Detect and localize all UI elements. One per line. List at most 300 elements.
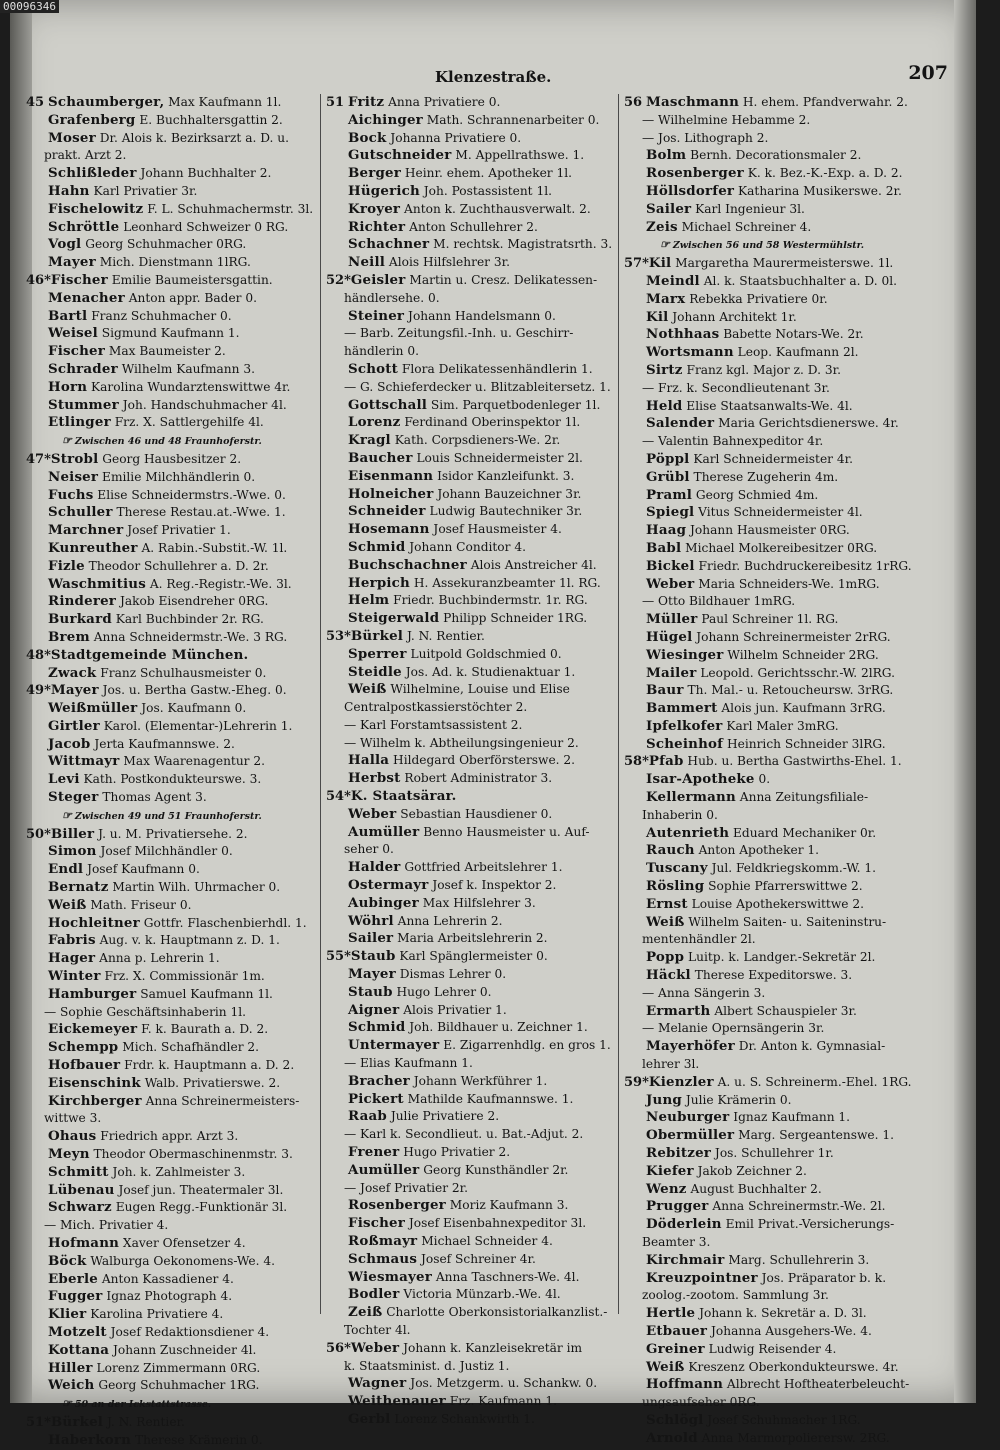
directory-entry — [326, 1340, 622, 1358]
resident-surname: Greiner — [646, 1340, 705, 1357]
directory-entry — [326, 1269, 622, 1287]
directory-entry — [624, 326, 920, 344]
resident-details: Michael Molkereibesitzer 0RG. — [681, 540, 878, 555]
directory-entry — [624, 1038, 920, 1056]
resident-surname: Wiesmayer — [348, 1268, 432, 1285]
resident-surname: Herpich — [348, 574, 410, 591]
directory-entry — [26, 183, 318, 201]
resident-details: Therese Restau.at.-Wwe. 1. — [112, 505, 286, 520]
resident-details: Franz Schulhausmeister 0. — [96, 665, 267, 680]
directory-entry — [326, 1019, 622, 1037]
resident-surname: Zeiß — [348, 1304, 383, 1321]
directory-entry — [326, 770, 622, 788]
resident-surname: Maschmann — [646, 94, 740, 110]
resident-surname: Kienzler — [648, 1073, 714, 1090]
directory-entry — [26, 897, 318, 915]
resident-surname: Hahn — [48, 182, 90, 199]
directory-entry — [326, 646, 622, 664]
directory-entry — [624, 629, 920, 647]
directory-entry — [326, 1233, 622, 1251]
directory-entry — [26, 343, 318, 361]
directory-entry — [326, 165, 622, 183]
resident-details: Max Hilfslehrer 3. — [418, 895, 536, 910]
directory-entry — [624, 362, 920, 380]
directory-entry — [26, 1306, 318, 1324]
resident-details: Johann Zuschneider 4l. — [109, 1342, 257, 1357]
resident-details: Johann k. Sekretär a. D. 3l. — [695, 1306, 867, 1321]
page-edge — [954, 0, 976, 1403]
entry-continuation: — Sophie Geschäftsinhaberin 1l. — [44, 1004, 247, 1019]
resident-surname: Hosemann — [348, 521, 430, 538]
resident-details: Ignaz Photograph 4. — [102, 1289, 233, 1304]
resident-surname: Popp — [646, 949, 685, 966]
resident-surname: Prugger — [646, 1198, 709, 1215]
entry-continuation: prakt. Arzt 2. — [44, 148, 127, 163]
resident-details: Therese Zugeherin 4m. — [689, 469, 839, 484]
directory-entry — [326, 592, 622, 610]
resident-surname: Neill — [348, 254, 386, 271]
directory-entry — [26, 254, 318, 272]
house-number: 58* — [624, 754, 649, 770]
directory-entry — [326, 824, 622, 842]
resident-details: Alois Hilfslehrer 3r. — [385, 255, 510, 270]
resident-details: Maria Arbeitslehrerin 2. — [393, 931, 548, 946]
resident-details: Michael Schreiner 4. — [677, 219, 812, 234]
resident-details: Franz Schuhmacher 0. — [87, 308, 232, 323]
resident-surname: Etbauer — [646, 1322, 708, 1339]
directory-entry — [326, 628, 622, 646]
directory-entry — [26, 1164, 318, 1182]
resident-surname: Schmid — [348, 538, 406, 555]
directory-entry — [26, 1057, 318, 1075]
resident-details: A. Reg.-Registr.-We. 3l. — [145, 576, 292, 591]
resident-details: Charlotte Oberkonsistorialkanzlist.- — [382, 1305, 608, 1320]
directory-entry — [624, 647, 920, 665]
directory-entry — [26, 593, 318, 611]
resident-surname: Steiner — [348, 307, 405, 324]
resident-details: Karl Ingenieur 3l. — [691, 201, 805, 216]
column-divider — [618, 94, 619, 1314]
resident-details: Anna p. Lehrerin 1. — [95, 951, 220, 966]
resident-details: Mich. Schafhändler 2. — [118, 1040, 260, 1055]
directory-entry — [26, 1075, 318, 1093]
directory-entry — [624, 1216, 920, 1234]
resident-details: J. N. Rentier. — [403, 628, 485, 643]
entry-continuation: k. Staatsminist. d. Justiz 1. — [344, 1358, 510, 1373]
resident-surname: Hertle — [646, 1305, 696, 1322]
directory-entry — [624, 1376, 920, 1394]
resident-details: Victoria Münzarb.-We. 4l. — [399, 1287, 561, 1302]
directory-entry — [624, 522, 920, 540]
resident-details: Anna Privatiere 0. — [384, 95, 501, 109]
resident-surname: Mayerhöfer — [646, 1038, 735, 1055]
resident-details: Sebastian Hausdiener 0. — [396, 806, 553, 821]
directory-entry — [624, 1252, 920, 1270]
directory-entry — [624, 1181, 920, 1199]
directory-entry — [326, 539, 622, 557]
resident-details: Math. Schrannenarbeiter 0. — [422, 112, 600, 127]
resident-surname: Kellermann — [646, 789, 736, 806]
directory-entry — [326, 201, 622, 219]
resident-details: Johanna Ausgehers-We. 4. — [707, 1323, 872, 1338]
resident-surname: Grübl — [646, 468, 690, 485]
resident-surname: Bracher — [348, 1072, 410, 1089]
directory-entry — [326, 752, 622, 770]
directory-entry — [26, 789, 318, 807]
directory-entry — [624, 682, 920, 700]
resident-details: Lorenz Schankwirth 1. — [390, 1411, 535, 1426]
directory-entry — [26, 325, 318, 343]
resident-details: Emilie Baumeistersgattin. — [107, 272, 273, 287]
directory-entry — [26, 932, 318, 950]
resident-details: Emil Privat.-Versicherungs- — [721, 1217, 895, 1232]
directory-entry — [326, 1251, 622, 1269]
resident-surname: Berger — [348, 165, 402, 182]
directory-entry — [26, 272, 318, 290]
directory-entry — [26, 1093, 318, 1111]
directory-entry — [326, 1108, 622, 1126]
directory-entry — [624, 967, 920, 985]
directory-entry — [624, 1359, 920, 1377]
resident-surname: Rebitzer — [646, 1145, 712, 1162]
pointing-hand-icon: ☞ — [62, 1397, 72, 1411]
resident-details: Margaretha Maurermeisterswe. 1l. — [671, 256, 894, 271]
directory-entry — [624, 469, 920, 487]
directory-entry — [26, 504, 318, 522]
directory-entry — [624, 1430, 920, 1448]
directory-entry — [326, 450, 622, 468]
directory-entry — [26, 540, 318, 558]
resident-surname: Zeis — [646, 218, 678, 235]
directory-entry — [624, 1163, 920, 1181]
resident-details: Anna Marmorpolierersw. 2RG. — [697, 1430, 890, 1445]
resident-surname: Bammert — [646, 700, 718, 717]
resident-surname: Weithenauer — [348, 1393, 446, 1410]
resident-details: Johann Werkführer 1. — [409, 1073, 548, 1088]
resident-details: Anna Schreinermstr.-We. 2l. — [708, 1199, 886, 1214]
directory-entry — [624, 576, 920, 594]
resident-details: Therese Krämerin 0. — [131, 1432, 263, 1447]
resident-details: Karolina Privatiere 4. — [86, 1307, 224, 1322]
resident-surname: Isar-Apotheke — [646, 771, 755, 788]
resident-details: A. Rabin.-Substit.-W. 1l. — [137, 540, 288, 555]
directory-entry — [326, 1002, 622, 1020]
resident-surname: Rinderer — [48, 593, 117, 610]
directory-entry — [624, 1341, 920, 1359]
directory-entry — [26, 1235, 318, 1253]
resident-surname: Ernst — [646, 895, 688, 912]
resident-surname: Simon — [48, 843, 97, 860]
resident-details: Johann Hausmeister 0RG. — [686, 523, 850, 538]
resident-details: Joh. Bildhauer u. Zeichner 1. — [405, 1020, 588, 1035]
directory-entry — [26, 682, 318, 700]
resident-details: Wilhelm Schneider 2RG. — [723, 647, 879, 662]
resident-details: Anna Taschners-We. 4l. — [431, 1269, 580, 1284]
directory-entry — [326, 1411, 622, 1429]
directory-entry — [326, 1144, 622, 1162]
resident-details: Karol. (Elementar-)Lehrerin 1. — [99, 718, 293, 733]
resident-details: Louis Schneidermeister 2l. — [412, 450, 583, 465]
resident-details: E. Buchhaltersgattin 2. — [135, 112, 283, 127]
resident-details: Georg Schuhmacher 1RG. — [94, 1378, 260, 1393]
resident-surname: Schaumberger, — [48, 94, 165, 110]
resident-surname: Roßmayr — [348, 1233, 418, 1249]
resident-surname: Fischer — [348, 1215, 405, 1232]
resident-details: Heinr. ehem. Apotheker 1l. — [401, 166, 573, 181]
directory-entry — [26, 1128, 318, 1146]
resident-details: Gottfried Arbeitslehrer 1. — [400, 860, 563, 875]
resident-surname: Schmid — [348, 1019, 406, 1036]
resident-details: Leonhard Schweizer 0 RG. — [119, 219, 289, 234]
resident-surname: Baur — [646, 682, 684, 699]
directory-entry — [26, 629, 318, 647]
entry-continuation: — Barb. Zeitungsfil.-Inh. u. Geschirr- — [344, 326, 574, 341]
resident-details: Leopold. Gerichtsschr.-W. 2lRG. — [696, 665, 895, 680]
resident-surname: Sperrer — [348, 645, 407, 662]
directory-entry — [624, 183, 920, 201]
resident-details: Ludwig Reisender 4. — [704, 1341, 837, 1356]
resident-details: Thomas Agent 3. — [98, 790, 207, 805]
resident-surname: Schneider — [348, 503, 426, 520]
resident-details: Johann Bauzeichner 3r. — [433, 486, 582, 501]
resident-surname: Ohaus — [48, 1128, 97, 1145]
entry-continuation: ungsaufseher 0RG. — [642, 1395, 760, 1410]
cross-street-text: 50 an der Ickstattstrasse. — [74, 1399, 212, 1411]
resident-surname: Steigerwald — [348, 610, 440, 627]
resident-surname: Kroyer — [348, 200, 401, 217]
directory-entry — [26, 700, 318, 718]
resident-details: Hugo Privatier 2. — [399, 1145, 511, 1160]
directory-entry — [624, 344, 920, 362]
resident-surname: Nothhaas — [646, 326, 720, 343]
house-number: 56* — [326, 1340, 351, 1356]
directory-entry — [26, 1182, 318, 1200]
resident-surname: Strobl — [50, 450, 99, 467]
directory-entry — [326, 183, 622, 201]
resident-surname: Rösling — [646, 878, 705, 895]
directory-page — [10, 0, 976, 1448]
directory-entry — [326, 219, 622, 237]
directory-entry — [26, 665, 318, 683]
entry-continuation: händlersehe. 0. — [344, 290, 440, 305]
resident-details: August Buchhalter 2. — [686, 1181, 822, 1196]
entry-continuation: Tochter 4l. — [344, 1322, 411, 1337]
resident-details: H. Assekuranzbeamter 1l. RG. — [409, 575, 601, 590]
resident-details: Moriz Kaufmann 3. — [445, 1198, 569, 1213]
directory-entry — [624, 736, 920, 754]
resident-surname: Frener — [348, 1144, 400, 1161]
resident-details: Jos. Präparator b. k. — [757, 1270, 887, 1285]
resident-surname: Zwack — [48, 664, 97, 681]
resident-details: Gottfr. Flaschenbierhdl. 1. — [139, 915, 307, 930]
resident-surname: Rosenberger — [348, 1197, 446, 1214]
resident-surname: Wenz — [646, 1180, 687, 1197]
directory-entry — [326, 877, 622, 895]
resident-details: Johann Buchhalter 2. — [136, 166, 272, 181]
resident-details: Joh. k. Zahlmeister 3. — [108, 1164, 246, 1179]
resident-surname: Schachner — [348, 236, 430, 253]
directory-entry — [26, 487, 318, 505]
directory-entry — [26, 1039, 318, 1057]
resident-details: Anton Kassadiener 4. — [97, 1271, 234, 1286]
resident-surname: Bolm — [646, 147, 687, 164]
resident-surname: Weber — [348, 805, 397, 822]
directory-entry — [26, 753, 318, 771]
directory-entry — [326, 895, 622, 913]
directory-entry — [624, 878, 920, 896]
resident-details: Frz. X. Sattlergehilfe 4l. — [110, 415, 264, 430]
house-number: 46* — [26, 272, 51, 288]
entry-continuation: — Frz. k. Secondlieutenant 3r. — [642, 380, 830, 395]
resident-details: H. ehem. Pfandverwahr. 2. — [739, 95, 908, 109]
directory-entry — [624, 700, 920, 718]
resident-surname: Kottana — [48, 1341, 110, 1358]
resident-details: Josef Hausmeister 4. — [429, 522, 562, 537]
resident-surname: Häckl — [646, 967, 691, 984]
directory-entry — [26, 361, 318, 379]
resident-surname: Bürkel — [350, 627, 404, 644]
column-3 — [624, 94, 920, 1448]
resident-surname: Raab — [348, 1108, 387, 1125]
resident-surname: Gottschall — [348, 396, 428, 413]
directory-entry — [326, 681, 622, 699]
resident-details: Johann Conditor 4. — [405, 539, 526, 554]
resident-surname: Lorenz — [348, 414, 401, 431]
resident-details: Leop. Kaufmann 2l. — [733, 345, 859, 360]
directory-entry — [326, 1091, 622, 1109]
resident-surname: Fischer — [48, 343, 105, 360]
directory-entry — [26, 112, 318, 130]
resident-surname: Schempp — [48, 1039, 119, 1056]
resident-surname: Schlißleder — [48, 165, 137, 182]
directory-entry — [326, 859, 622, 877]
resident-details: Frdr. k. Hauptmann a. D. 2. — [120, 1058, 295, 1073]
directory-entry — [26, 1342, 318, 1360]
resident-details: Friedrich appr. Arzt 3. — [96, 1129, 239, 1144]
directory-entry — [326, 1286, 622, 1304]
resident-surname: Etlinger — [48, 414, 111, 431]
directory-entry — [624, 1003, 920, 1021]
resident-details: Karl Privatier 3r. — [89, 183, 198, 198]
resident-details: Sophie Pfarrerswittwe 2. — [704, 879, 863, 894]
resident-surname: Hochleitner — [48, 914, 140, 931]
resident-surname: Staub — [350, 948, 396, 965]
resident-details: Karl Maler 3mRG. — [722, 718, 839, 733]
resident-surname: K. Staatsärar. — [350, 788, 457, 805]
resident-details: Eduard Mechaniker 0r. — [729, 825, 877, 840]
directory-entry — [326, 557, 622, 575]
resident-surname: Aumüller — [348, 823, 420, 840]
resident-details: Vitus Schneidermeister 4l. — [694, 505, 863, 520]
directory-entry — [624, 165, 920, 183]
cross-street-note — [26, 807, 318, 826]
resident-surname: Fischelowitz — [48, 200, 144, 217]
resident-details: Jos. Schullehrer 1r. — [711, 1146, 834, 1161]
directory-entry — [326, 432, 622, 450]
resident-details: Walburga Oekonomens-We. 4. — [86, 1253, 275, 1268]
resident-surname: Aigner — [348, 1001, 400, 1018]
resident-surname: Schmitt — [48, 1163, 109, 1180]
entry-continuation: — Anna Sängerin 3. — [642, 985, 766, 1000]
resident-surname: Bock — [348, 129, 387, 146]
resident-details: Georg Hausbesitzer 2. — [98, 451, 242, 466]
directory-entry — [326, 147, 622, 165]
resident-surname: Bartl — [48, 307, 88, 324]
resident-details: Theodor Schullehrer a. D. 2r. — [84, 558, 269, 573]
house-number: 55* — [326, 949, 351, 965]
entry-continuation: — Mich. Privatier 4. — [44, 1218, 169, 1233]
resident-details: Karolina Wundarztenswittwe 4r. — [87, 379, 291, 394]
resident-surname: Bernatz — [48, 879, 109, 896]
resident-details: Anna Lehrerin 2. — [393, 913, 503, 928]
resident-surname: Girtler — [48, 717, 100, 734]
resident-details: Eugen Regg.-Funktionär 3l. — [111, 1200, 288, 1215]
resident-surname: Tuscany — [646, 860, 708, 877]
resident-surname: Sailer — [646, 200, 692, 217]
directory-entry — [326, 610, 622, 628]
entry-continuation: — Karl k. Secondlieut. u. Bat.-Adjut. 2. — [344, 1127, 584, 1142]
directory-entry — [624, 451, 920, 469]
directory-entry — [326, 984, 622, 1002]
entry-continuation: Beamter 3. — [642, 1235, 711, 1249]
directory-entry — [624, 789, 920, 807]
resident-surname: Weiß — [646, 1358, 685, 1375]
resident-details: Joh. Handschuhmacher 4l. — [118, 397, 287, 412]
directory-entry — [624, 504, 920, 522]
resident-surname: Weißmüller — [48, 700, 138, 717]
directory-entry — [26, 451, 318, 469]
resident-surname: Hofbauer — [48, 1057, 121, 1074]
directory-entry — [326, 1393, 622, 1411]
resident-details: Benno Hausmeister u. Auf- — [419, 824, 590, 839]
entry-continuation: — Otto Bildhauer 1mRG. — [642, 594, 796, 609]
resident-details: Anton Schullehrer 2. — [405, 219, 538, 234]
directory-entry — [326, 468, 622, 486]
resident-surname: Fischer — [50, 271, 108, 288]
resident-details: Wilhelm Kaufmann 3. — [117, 361, 255, 376]
resident-details: Babette Notars-We. 2r. — [719, 327, 864, 342]
directory-entry — [326, 397, 622, 415]
resident-surname: Schmaus — [348, 1250, 418, 1267]
resident-details: Georg Schmied 4m. — [692, 487, 819, 502]
page-header — [40, 62, 948, 92]
directory-entry — [624, 291, 920, 309]
directory-entry — [326, 806, 622, 824]
resident-surname: Schott — [348, 360, 399, 377]
resident-details: Johann Handelsmann 0. — [404, 308, 556, 323]
resident-surname: Stadtgemeinde München. — [50, 646, 249, 663]
resident-surname: Haberkorn — [48, 1431, 132, 1448]
resident-surname: Mailer — [646, 664, 697, 681]
directory-entry — [624, 753, 920, 771]
directory-entry — [624, 201, 920, 219]
directory-entry — [624, 896, 920, 914]
resident-details: Karl Schneidermeister 4r. — [689, 451, 853, 466]
directory-entry — [624, 398, 920, 416]
directory-entry — [624, 1412, 920, 1430]
resident-surname: Meyn — [48, 1146, 90, 1163]
resident-surname: Mayer — [348, 966, 396, 983]
resident-details: Hub. u. Bertha Gastwirths-Ehel. 1. — [683, 754, 902, 769]
entry-continuation: — Wilhelm k. Abtheilungsingenieur 2. — [344, 735, 579, 750]
resident-details: Alois jun. Kaufmann 3rRG. — [717, 701, 886, 716]
directory-entry — [26, 1271, 318, 1289]
directory-entry — [624, 255, 920, 273]
directory-entry — [624, 718, 920, 736]
resident-details: K. k. Bez.-K.-Exp. a. D. 2. — [743, 166, 903, 181]
cross-street-text: Zwischen 46 und 48 Fraunhoferstr. — [74, 436, 262, 448]
house-number: 59* — [624, 1074, 649, 1090]
